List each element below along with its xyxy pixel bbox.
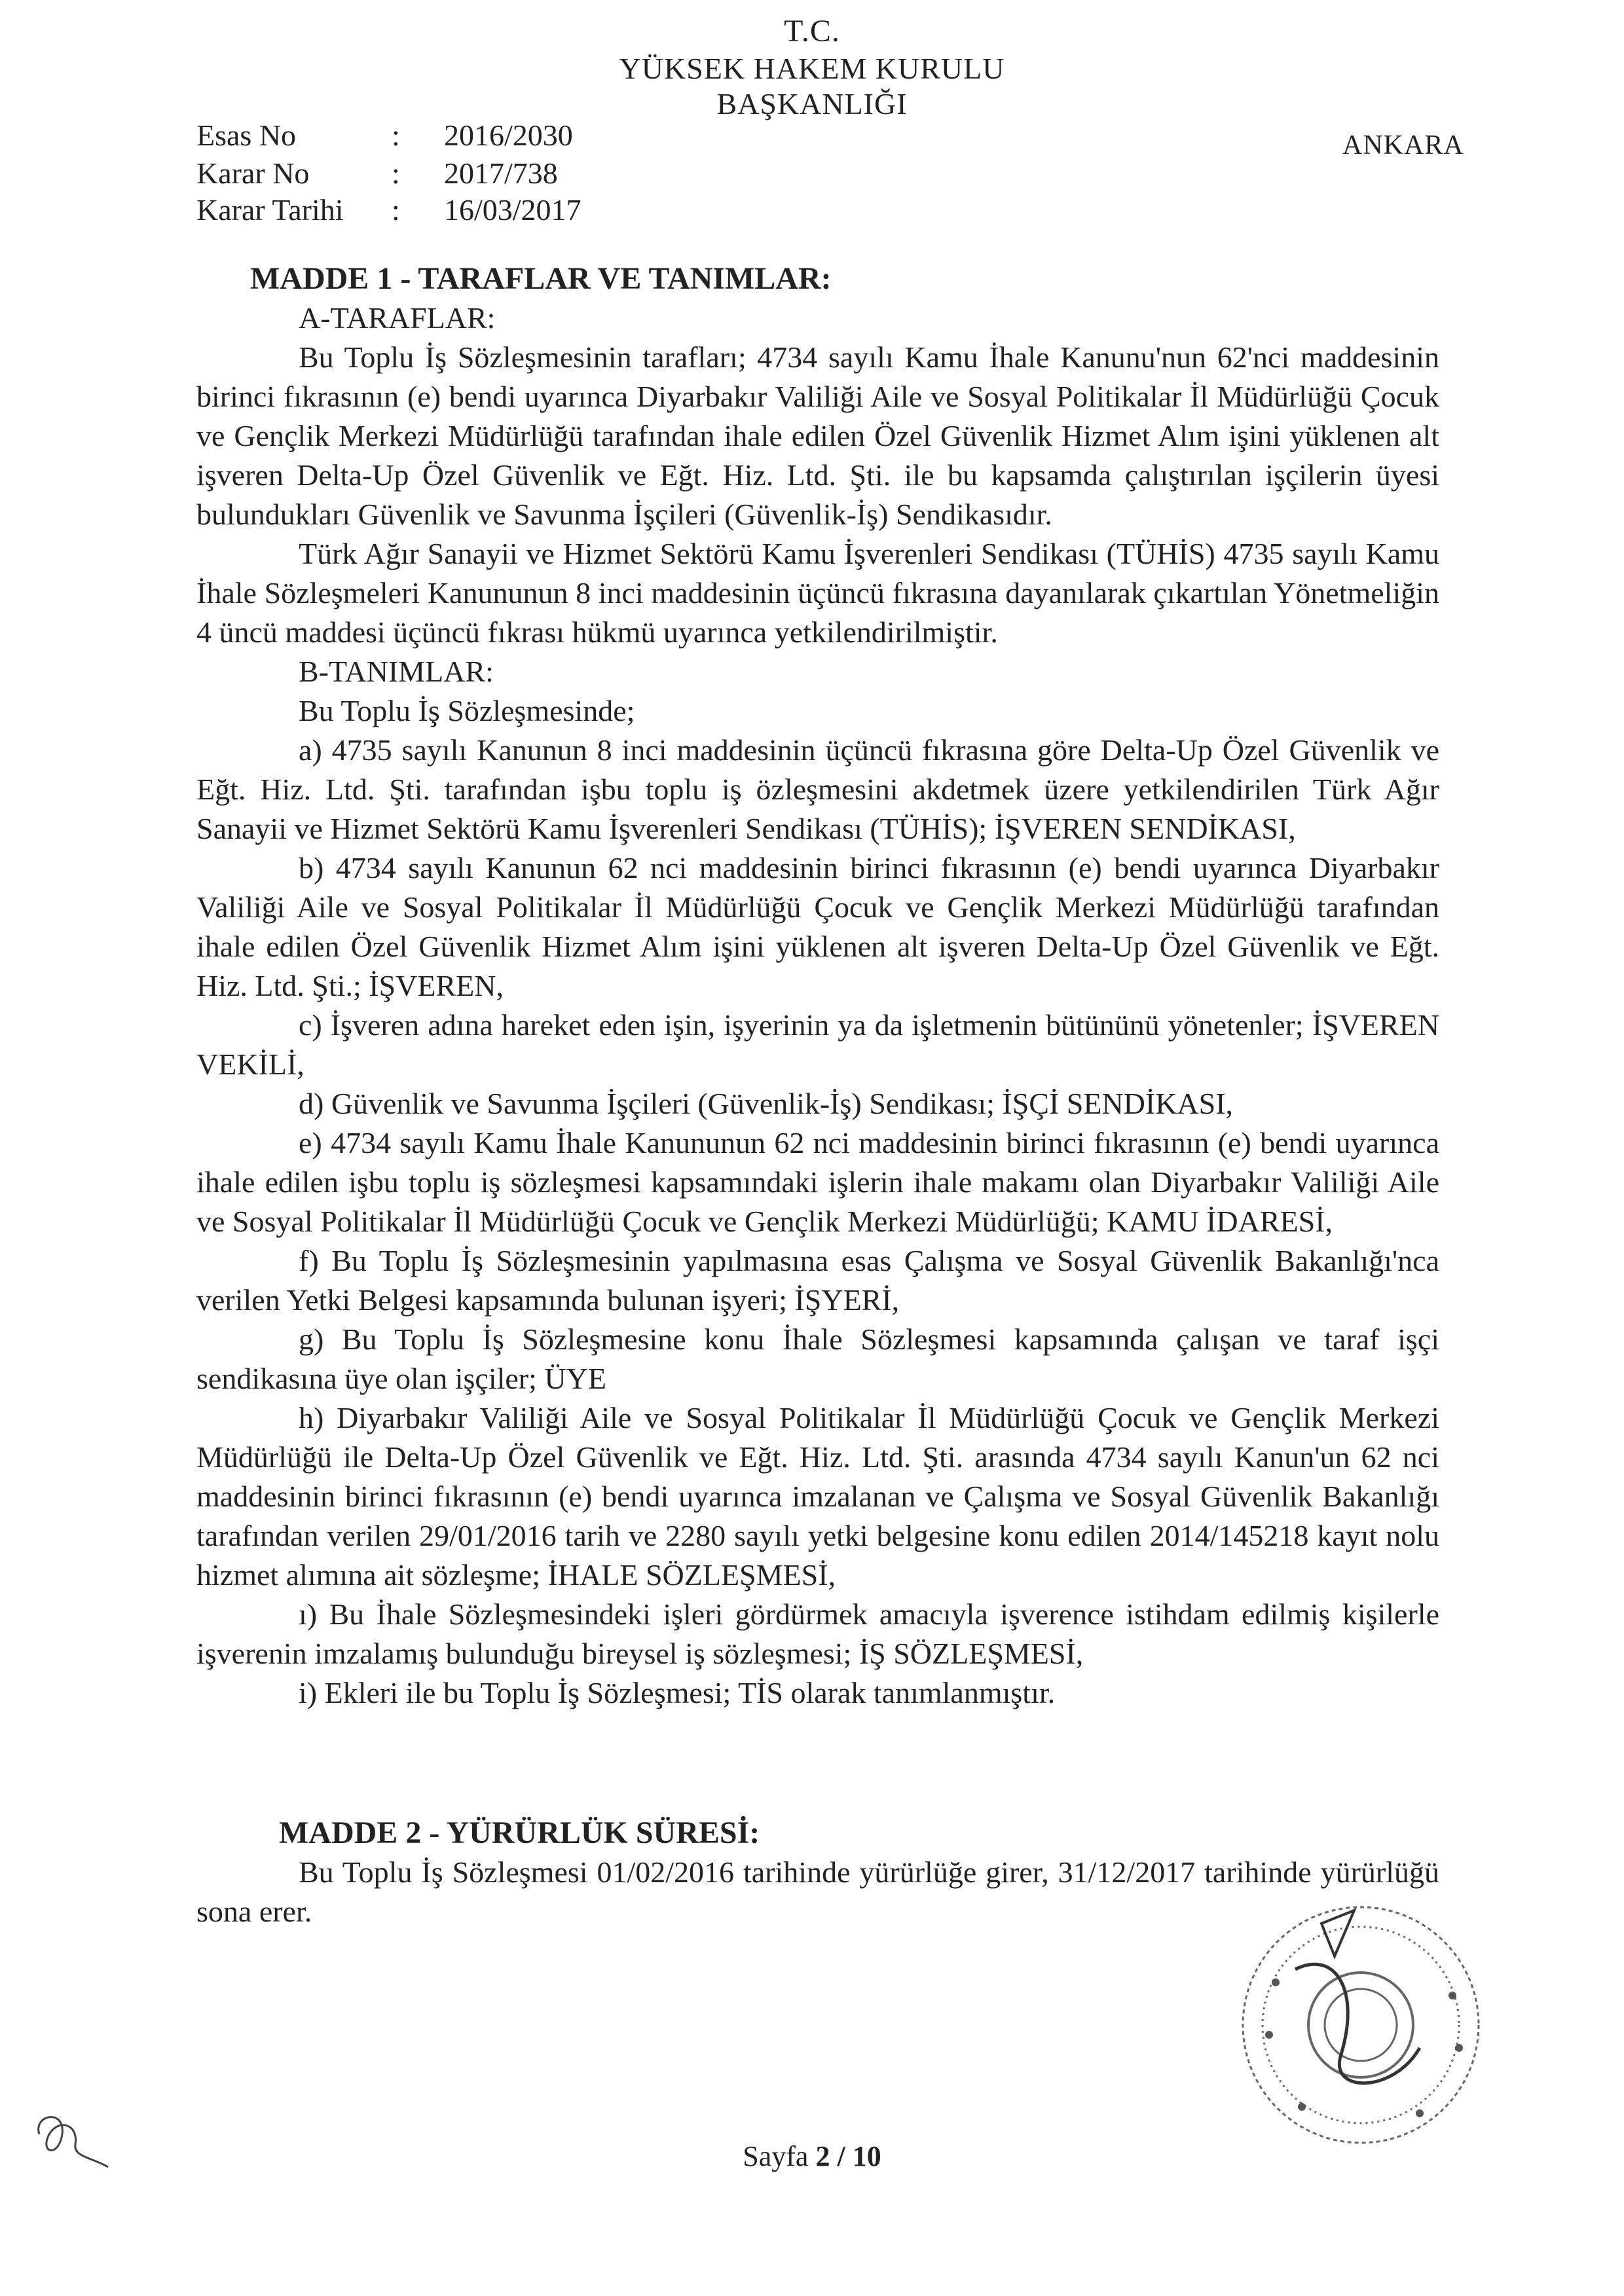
- meta-value-tarih: 16/03/2017: [444, 193, 581, 227]
- section-b-title: B-TANIMLAR:: [299, 655, 494, 688]
- article-1: [196, 259, 1439, 1713]
- official-seal-icon: [1223, 1884, 1498, 2159]
- definition-item: c) İşveren adına hareket eden işin, işyerinin ya da işletmenin bütününü yönetenler; İŞVEREN VEKİLİ,: [196, 1008, 1439, 1081]
- section-a-title: A-TARAFLAR:: [299, 301, 496, 335]
- meta-label-esas: Esas No: [196, 118, 297, 152]
- footer-label: Sayfa: [743, 2140, 809, 2172]
- definition-item: d) Güvenlik ve Savunma İşçileri (Güvenlik-İş) Sendikası; İŞÇİ SENDİKASI,: [299, 1087, 1234, 1120]
- meta-label-tarih: Karar Tarihi: [196, 193, 344, 227]
- section-b-intro: Bu Toplu İş Sözleşmesinde;: [299, 694, 635, 727]
- definition-item: b) 4734 sayılı Kanunun 62 nci maddesinin birinci fıkrasının (e) bendi uyarınca Diyarbakır Valiliği Aile ve Sosyal Politikalar İl Müdürlüğü Çocuk ve Gençlik Merkezi Müdürlüğü tarafından ihale edilen Özel Güvenlik Hizmet Alım işini yüklenen alt işveren Delta-Up Özel Güvenlik ve Eğt. Hiz. Ltd. Şti.; İŞVEREN,: [196, 851, 1439, 1002]
- header-department: BAŞKANLIĞI: [716, 87, 908, 120]
- meta-label-karar: Karar No: [196, 156, 310, 190]
- definition-item: g) Bu Toplu İş Sözleşmesine konu İhale Sözleşmesi kapsamında çalışan ve taraf işçi sendikasına üye olan işçiler; ÜYE: [196, 1322, 1439, 1395]
- paragraph: Türk Ağır Sanayii ve Hizmet Sektörü Kamu İşverenleri Sendikası (TÜHİS) 4735 sayılı Kamu İhale Sözleşmeleri Kanununun 8 inci maddesinin üçüncü fıkrasına dayanılarak çıkartılan Yönetmeliğin 4 üncü maddesi üçüncü fıkrası hükmü uyarınca yetkilendirilmiştir.: [196, 537, 1439, 649]
- city: ANKARA: [1342, 130, 1464, 160]
- header-organization: YÜKSEK HAKEM KURULU: [619, 52, 1005, 85]
- definition-item: ı) Bu İhale Sözleşmesindeki işleri gördürmek amacıyla işverence istihdam edilmiş kişilerle işverenin imzalamış bulunduğu bireysel iş sözleşmesi; İŞ SÖZLEŞMESİ,: [196, 1597, 1439, 1670]
- definition-item: i) Ekleri ile bu Toplu İş Sözleşmesi; TİS olarak tanımlanmıştır.: [299, 1676, 1056, 1709]
- meta-value-karar: 2017/738: [444, 156, 558, 190]
- definition-item: h) Diyarbakır Valiliği Aile ve Sosyal Politikalar İl Müdürlüğü Çocuk ve Gençlik Merkezi Müdürlüğü ile Delta-Up Özel Güvenlik ve Eğt. Hiz. Ltd. Şti. arasında 4734 sayılı Kanun'un 62 nci maddesinin birinci fıkrasının (e) bendi uyarınca imzalanan ve Çalışma ve Sosyal Güvenlik Bakanlığı tarafından verilen 29/01/2016 tarih ve 2280 sayılı yetki belgesine konu edilen 2014/145218 kayıt nolu hizmet alımına ait sözleşme; İHALE SÖZLEŞMESİ,: [196, 1401, 1439, 1592]
- meta-colon: :: [392, 118, 400, 152]
- article-1-title: MADDE 1 - TARAFLAR VE TANIMLAR:: [250, 261, 832, 296]
- definition-item: a) 4735 sayılı Kanunun 8 inci maddesinin üçüncü fıkrasına göre Delta-Up Özel Güvenlik ve Eğt. Hiz. Ltd. Şti. tarafından işbu toplu iş özleşmesini akdetmek üzere yetkilendirilen Türk Ağır Sanayii ve Hizmet Sektörü Kamu İşverenleri Sendikası (TÜHİS); İŞVEREN SENDİKASI,: [196, 733, 1439, 845]
- header-tc: T.C.: [784, 14, 840, 48]
- article-2-title: MADDE 2 - YÜRÜRLÜK SÜRESİ:: [279, 1815, 760, 1850]
- definition-item: e) 4734 sayılı Kamu İhale Kanununun 62 nci maddesinin birinci fıkrasının (e) bendi uyarınca ihale edilen işbu toplu iş sözleşmesi kapsamındaki işlerin ihale makamı olan Diyarbakır Valiliği Aile ve Sosyal Politikalar İl Müdürlüğü Çocuk ve Gençlik Merkezi Müdürlüğü; KAMU İDARESİ,: [196, 1126, 1439, 1238]
- meta-colon: :: [392, 193, 400, 227]
- footer-page-number: 2 / 10: [815, 2140, 881, 2172]
- paragraph: Bu Toplu İş Sözleşmesinin tarafları; 4734 sayılı Kamu İhale Kanunu'nun 62'nci maddesinin birinci fıkrasının (e) bendi uyarınca Diyarbakır Valiliği Aile ve Sosyal Politikalar İl Müdürlüğü Çocuk ve Gençlik Merkezi Müdürlüğü tarafından ihale edilen Özel Güvenlik Hizmet Alım işini yüklenen alt işveren Delta-Up Özel Güvenlik ve Eğt. Hiz. Ltd. Şti. ile bu kapsamda çalıştırılan işçilerin üyesi bulundukları Güvenlik ve Savunma İşçileri (Güvenlik-İş) Sendikasıdır.: [196, 340, 1439, 531]
- meta-value-esas: 2016/2030: [444, 118, 573, 152]
- paragraph: Bu Toplu İş Sözleşmesi 01/02/2016 tarihinde yürürlüğe girer, 31/12/2017 tarihinde yürürlüğü sona erer.: [196, 1855, 1439, 1928]
- page-footer: [0, 2140, 1624, 2173]
- meta-colon: :: [392, 156, 400, 190]
- definition-item: f) Bu Toplu İş Sözleşmesinin yapılmasına esas Çalışma ve Sosyal Güvenlik Bakanlığı'nca verilen Yetki Belgesi kapsamında bulunan işyeri; İŞYERİ,: [196, 1244, 1439, 1317]
